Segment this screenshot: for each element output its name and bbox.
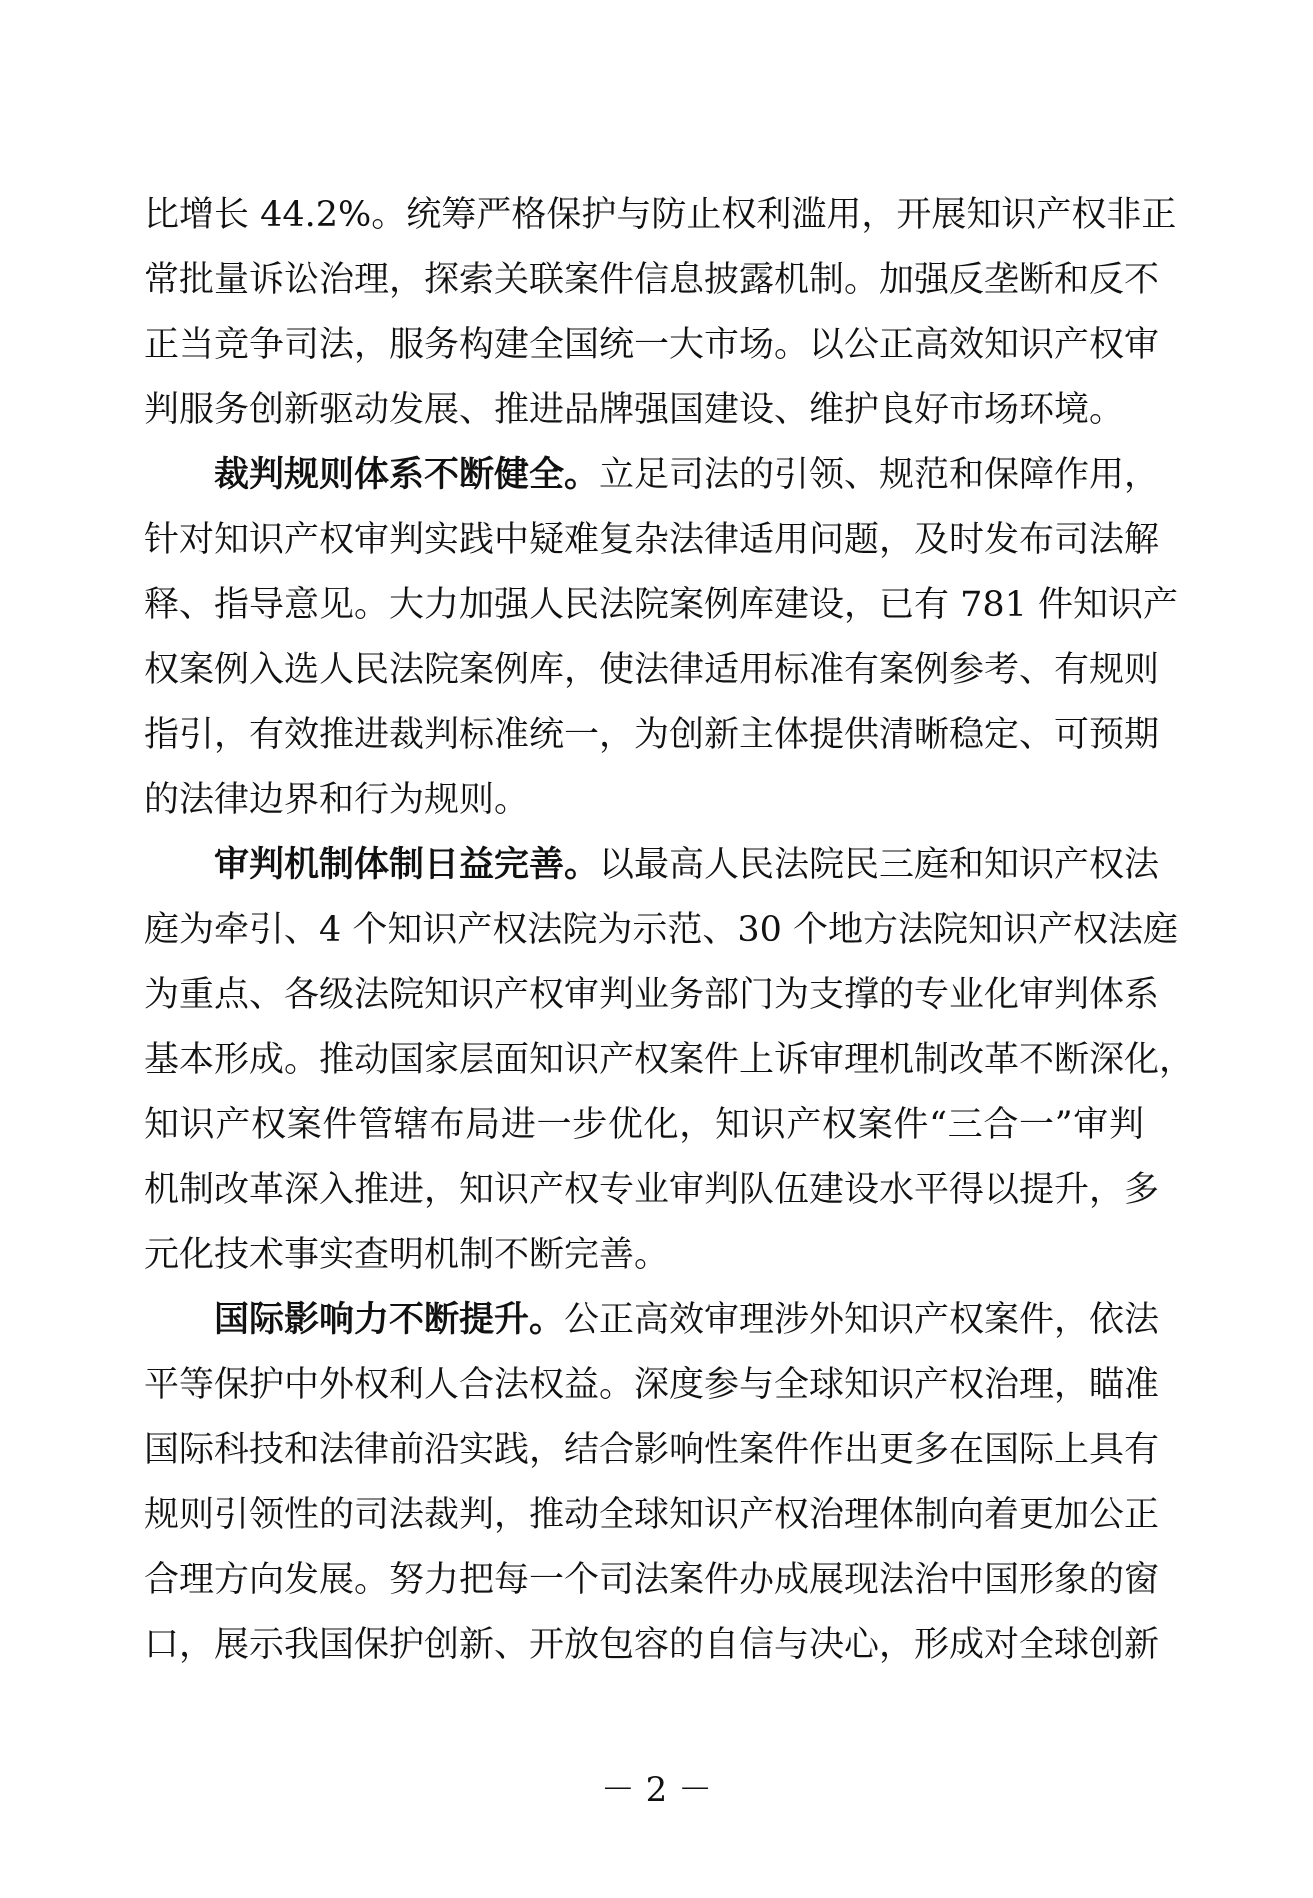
paragraph [144, 183, 1177, 443]
text-line: 正当竞争司法，服务构建全国统一大市场。以公正高效知识产权审 [144, 325, 1160, 365]
text-line: 为重点、各级法院知识产权审判业务部门为支撑的专业化审判体系 [144, 975, 1160, 1015]
text-line: 国际科技和法律前沿实践，结合影响性案件作出更多在国际上具有 [144, 1430, 1160, 1470]
text-line: 知识产权案件管辖布局进一步优化，知识产权案件“三合一”审判 [144, 1105, 1144, 1145]
text-line: 基本形成。推动国家层面知识产权案件上诉审理机制改革不断深化， [144, 1040, 1195, 1080]
text-line: 权案例入选人民法院案例库，使法律适用标准有案例参考、有规则 [144, 650, 1160, 690]
text-span: 立足司法的引领、规范和保障作用， [599, 455, 1160, 495]
text-line [144, 833, 1160, 898]
paragraph-heading: 裁判规则体系不断健全。 [214, 455, 600, 495]
text-span: 公正高效审理涉外知识产权案件，依法 [564, 1300, 1160, 1340]
paragraph-heading: 国际影响力不断提升。 [214, 1300, 565, 1340]
text-span: 以最高人民法院民三庭和知识产权法 [599, 845, 1160, 885]
paragraph [144, 833, 1195, 1288]
text-line: 机制改革深入推进，知识产权专业审判队伍建设水平得以提升，多 [144, 1170, 1160, 1210]
text-line: 口，展示我国保护创新、开放包容的自信与决心，形成对全球创新 [144, 1625, 1160, 1665]
text-line: 指引，有效推进裁判标准统一，为创新主体提供清晰稳定、可预期 [144, 715, 1160, 755]
text-line: 常批量诉讼治理，探索关联案件信息披露机制。加强反垄断和反不 [144, 260, 1160, 300]
text-line: 元化技术事实查明机制不断完善。 [144, 1235, 670, 1275]
text-line: 平等保护中外权利人合法权益。深度参与全球知识产权治理，瞄准 [144, 1365, 1160, 1405]
text-line: 比增长 44.2%。统筹严格保护与防止权利滥用，开展知识产权非正 [144, 195, 1177, 235]
text-line [144, 443, 1160, 508]
paragraph [144, 443, 1179, 833]
document-body [144, 183, 1195, 1678]
page-number: － 2 － [600, 1770, 713, 1810]
text-line: 的法律边界和行为规则。 [144, 780, 530, 820]
text-line: 针对知识产权审判实践中疑难复杂法律适用问题，及时发布司法解 [144, 520, 1160, 560]
text-line: 判服务创新驱动发展、推进品牌强国建设、维护良好市场环境。 [144, 390, 1125, 430]
paragraph [144, 1288, 1160, 1678]
text-line: 规则引领性的司法裁判，推动全球知识产权治理体制向着更加公正 [144, 1495, 1160, 1535]
text-line [144, 1288, 1160, 1353]
text-line: 庭为牵引、4 个知识产权法院为示范、30 个地方法院知识产权法庭 [144, 910, 1179, 950]
paragraph-heading: 审判机制体制日益完善。 [214, 845, 600, 885]
text-line: 释、指导意见。大力加强人民法院案例库建设，已有 781 件知识产 [144, 585, 1179, 625]
text-line: 合理方向发展。努力把每一个司法案件办成展现法治中国形象的窗 [144, 1560, 1160, 1600]
